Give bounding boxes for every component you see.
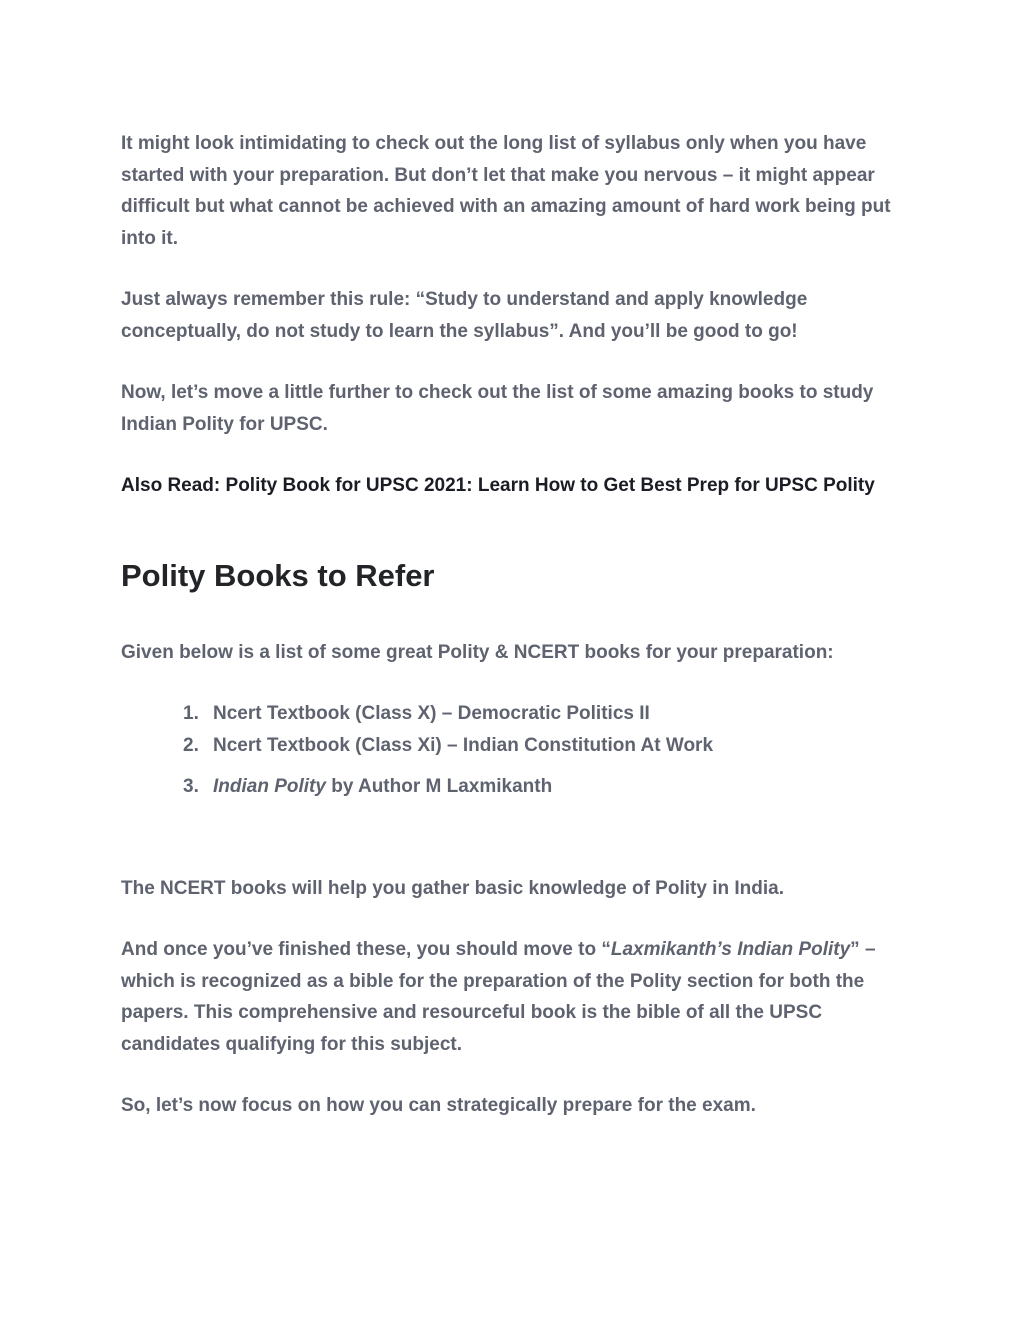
list-item: [121, 730, 911, 762]
laxmikanth-book-title: Laxmikanth’s Indian Polity: [610, 939, 851, 960]
intro-paragraph: It might look intimidating to check out the long list of syllabus only when you have started with your preparation. But don’t let that make you nervous – it might appear difficult but what cannot be achieved with an amazing amount of hard work being put into it.: [121, 133, 891, 249]
article-body: [121, 128, 911, 1122]
list-item-text: [213, 771, 552, 803]
list-item-number: 3.: [183, 776, 199, 797]
list-item-text: Ncert Textbook (Class X) – Democratic Politics II: [213, 703, 650, 724]
list-item-number: 1.: [183, 703, 199, 724]
rule-paragraph: Just always remember this rule: “Study to understand and apply knowledge conceptually, do not study to learn the syllabus”. And you’ll be good to go!: [121, 289, 808, 342]
move-on-paragraph: Now, let’s move a little further to check out the list of some amazing books to study Indian Polity for UPSC.: [121, 382, 874, 435]
ncert-note-paragraph: The NCERT books will help you gather basic knowledge of Polity in India.: [121, 877, 784, 899]
closing-paragraph: So, let’s now focus on how you can strategically prepare for the exam.: [121, 1095, 756, 1116]
also-read-link[interactable]: Also Read: Polity Book for UPSC 2021: Learn How to Get Best Prep for UPSC Polity: [121, 475, 875, 496]
book-author: by Author M Laxmikanth: [325, 776, 553, 797]
list-intro-paragraph: Given below is a list of some great Polity & NCERT books for your preparation:: [121, 641, 834, 663]
list-item-text: Ncert Textbook (Class Xi) – Indian Constitution At Work: [213, 734, 714, 756]
list-item: [121, 771, 911, 803]
book-title: Indian Polity: [213, 776, 326, 797]
book-list: [121, 698, 911, 803]
list-item: [121, 698, 911, 730]
laxmikanth-lead: And once you’ve finished these, you should move to “: [121, 939, 611, 960]
laxmikanth-rest: ” – which is recognized as a bible for the preparation of the Polity section for both the papers. This comprehensive and resourceful book is the bible of all the UPSC candidates qualifying for this subject.: [121, 939, 876, 1055]
section-heading: Polity Books to Refer: [121, 557, 435, 593]
laxmikanth-paragraph: [121, 934, 911, 1060]
list-item-number: 2.: [183, 734, 199, 756]
